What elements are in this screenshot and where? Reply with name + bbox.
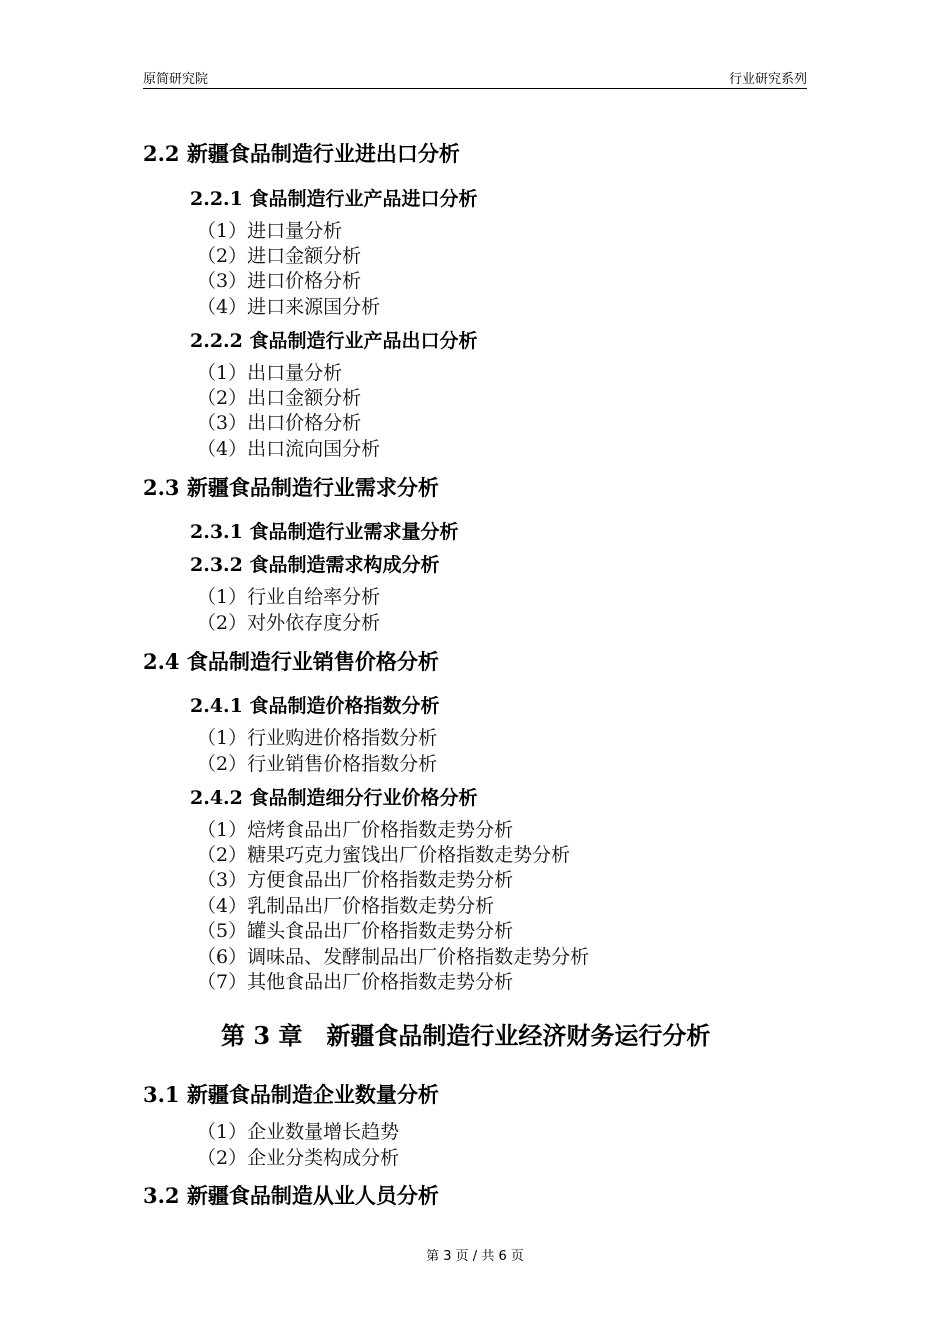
subsection-heading: 2.2.2 食品制造行业产品出口分析 — [190, 330, 478, 352]
toc-item: （3）方便食品出厂价格指数走势分析 — [197, 869, 514, 891]
toc-item: （2）企业分类构成分析 — [197, 1147, 400, 1169]
toc-item: （5）罐头食品出厂价格指数走势分析 — [197, 920, 514, 942]
toc-item: （1）行业购进价格指数分析 — [197, 727, 438, 749]
toc-item: （4）乳制品出厂价格指数走势分析 — [197, 895, 495, 917]
toc-item: （1）企业数量增长趋势 — [197, 1121, 400, 1143]
chapter-heading: 第 3 章 新疆食品制造行业经济财务运行分析 — [221, 1021, 711, 1050]
subsection-heading: 2.3.2 食品制造需求构成分析 — [190, 554, 440, 576]
page-number: 第 3 页 / 共 6 页 — [426, 1249, 524, 1264]
toc-item: （1）行业自给率分析 — [197, 586, 381, 608]
toc-item: （2）行业销售价格指数分析 — [197, 753, 438, 775]
section-heading: 2.3 新疆食品制造行业需求分析 — [143, 475, 439, 500]
section-heading: 2.4 食品制造行业销售价格分析 — [143, 649, 439, 674]
section-heading: 3.1 新疆食品制造企业数量分析 — [143, 1082, 439, 1107]
subsection-heading: 2.3.1 食品制造行业需求量分析 — [190, 521, 459, 543]
toc-item: （2）进口金额分析 — [197, 245, 362, 267]
toc-item: （1）进口量分析 — [197, 220, 343, 242]
toc-item: （2）糖果巧克力蜜饯出厂价格指数走势分析 — [197, 844, 571, 866]
toc-item: （2）对外依存度分析 — [197, 612, 381, 634]
section-heading: 3.2 新疆食品制造从业人员分析 — [143, 1183, 439, 1208]
header-series-name: 行业研究系列 — [728, 72, 807, 87]
toc-item: （6）调味品、发酵制品出厂价格指数走势分析 — [197, 946, 590, 968]
toc-item: （1）焙烤食品出厂价格指数走势分析 — [197, 819, 514, 841]
toc-item: （3）出口价格分析 — [197, 412, 362, 434]
toc-item: （2）出口金额分析 — [197, 387, 362, 409]
page-header — [143, 68, 807, 89]
subsection-heading: 2.2.1 食品制造行业产品进口分析 — [190, 188, 478, 210]
toc-item: （3）进口价格分析 — [197, 270, 362, 292]
section-heading: 2.2 新疆食品制造行业进出口分析 — [143, 141, 460, 166]
subsection-heading: 2.4.2 食品制造细分行业价格分析 — [190, 787, 478, 809]
header-org-name: 原简研究院 — [143, 72, 209, 87]
subsection-heading: 2.4.1 食品制造价格指数分析 — [190, 695, 440, 717]
toc-item: （4）出口流向国分析 — [197, 438, 381, 460]
toc-item: （4）进口来源国分析 — [197, 296, 381, 318]
toc-item: （1）出口量分析 — [197, 362, 343, 384]
toc-item: （7）其他食品出厂价格指数走势分析 — [197, 971, 514, 993]
